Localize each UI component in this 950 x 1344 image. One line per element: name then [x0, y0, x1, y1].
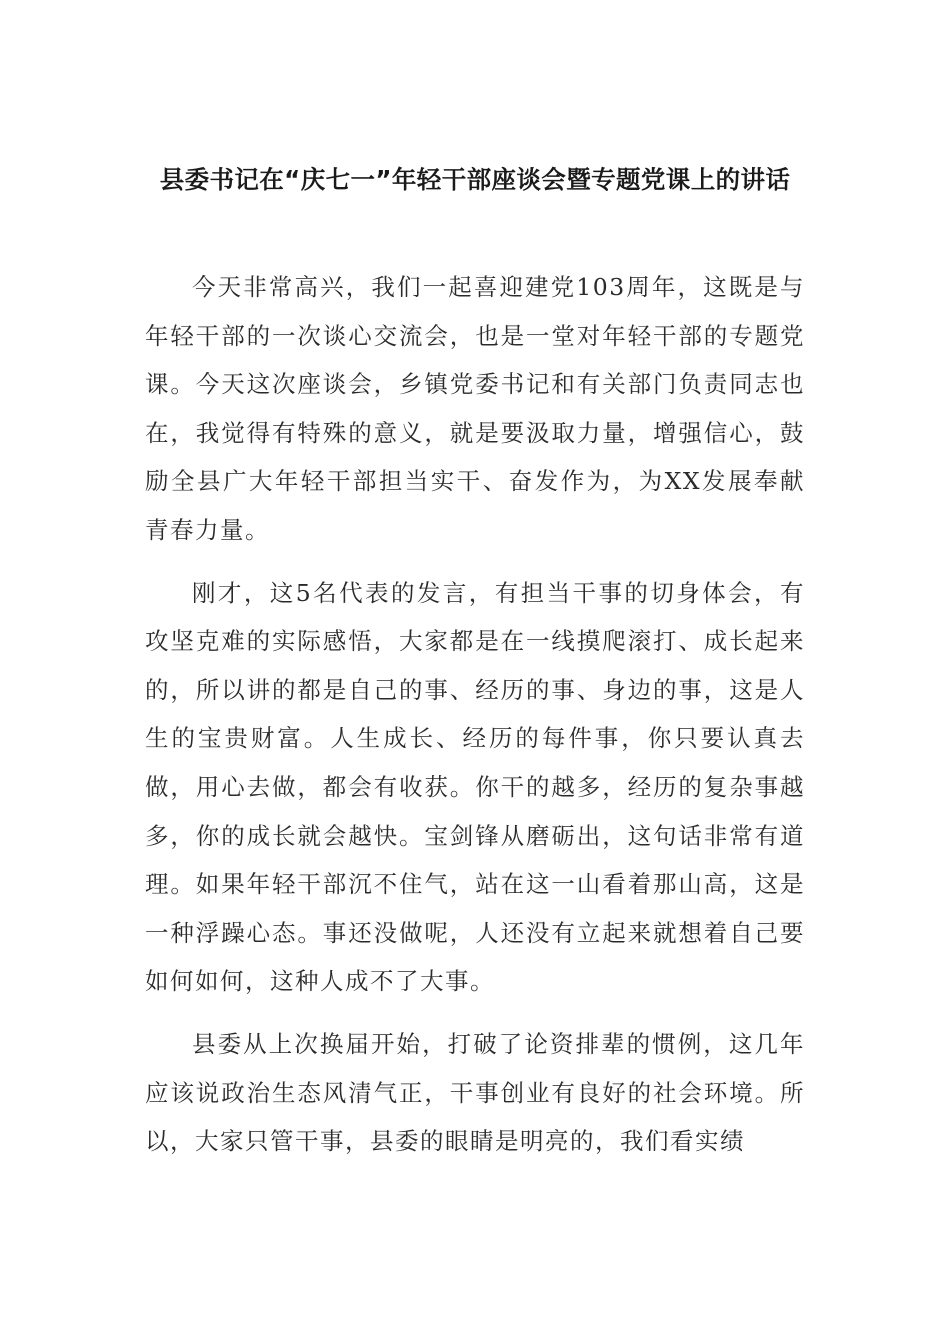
document-title: 县委书记在“庆七一”年轻干部座谈会暨专题党课上的讲话: [159, 165, 791, 194]
paragraph-3: 县委从上次换届开始，打破了论资排辈的惯例，这几年应该说政治生态风清气正，干事创业有良好的社会环境。所以，大家只管干事，县委的眼睛是明亮的，我们看实绩: [145, 1029, 805, 1156]
paragraph-1: 今天非常高兴，我们一起喜迎建党103周年，这既是与年轻干部的一次谈心交流会，也是一堂对年轻干部的专题党课。今天这次座谈会，乡镇党委书记和有关部门负责同志也在，我觉得有特殊的意义，就是要汲取力量，增强信心，鼓励全县广大年轻干部担当实干、奋发作为，为XX发展奉献青春力量。: [145, 273, 805, 544]
paragraph-2: 刚才，这5名代表的发言，有担当干事的切身体会，有攻坚克难的实际感悟，大家都是在一线摸爬滚打、成长起来的，所以讲的都是自己的事、经历的事、身边的事，这是人生的宝贵财富。人生成长、经历的每件事，你只要认真去做，用心去做，都会有收获。你干的越多，经历的复杂事越多，你的成长就会越快。宝剑锋从磨砺出，这句话非常有道理。如果年轻干部沉不住气，站在这一山看着那山高，这是一种浮躁心态。事还没做呢，人还没有立起来就想着自己要如何如何，这种人成不了大事。: [145, 578, 805, 996]
document-body: [145, 263, 805, 1180]
